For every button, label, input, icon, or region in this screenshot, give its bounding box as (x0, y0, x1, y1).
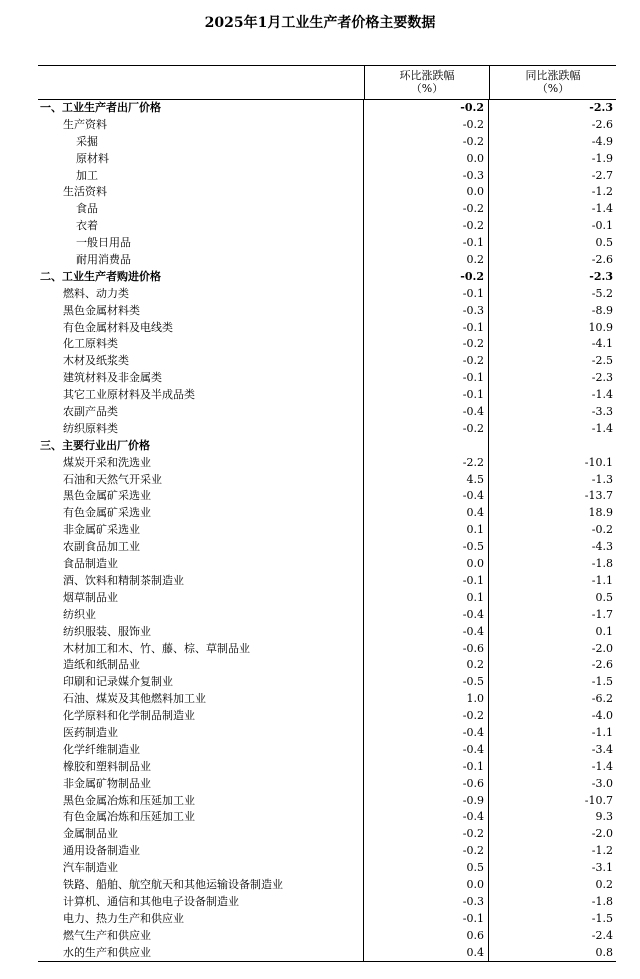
header-blank-cell (38, 66, 365, 99)
row-label: 计算机、通信和其他电子设备制造业 (38, 894, 364, 911)
row-label: 通用设备制造业 (38, 843, 364, 860)
table-row (38, 928, 616, 945)
table-row (38, 860, 616, 877)
row-label: 生活资料 (38, 184, 364, 201)
yoy-value: -2.3 (591, 371, 613, 385)
header-mom-label: 环比涨跌幅 (399, 69, 455, 82)
yoy-value: 0.1 (595, 624, 613, 638)
row-label: 化工原料类 (38, 336, 364, 353)
row-label: 生产资料 (38, 117, 364, 134)
yoy-value: -3.1 (591, 861, 613, 875)
table-row (38, 286, 616, 303)
mom-value: -0.2 (364, 336, 489, 353)
row-label: 加工 (38, 168, 364, 185)
mom-value: -0.1 (364, 370, 489, 387)
yoy-value: -2.4 (591, 928, 613, 942)
row-label: 金属制品业 (38, 826, 364, 843)
mom-value: -0.1 (364, 911, 489, 928)
row-label: 原材料 (38, 151, 364, 168)
table-body (38, 100, 616, 962)
mom-value: -0.2 (364, 269, 489, 286)
table-row (38, 691, 616, 708)
table-row (38, 387, 616, 404)
mom-value: 0.4 (364, 945, 489, 962)
yoy-value: -1.8 (591, 894, 613, 908)
table-row (38, 201, 616, 218)
section-row (38, 438, 616, 455)
yoy-value: -4.1 (591, 337, 613, 351)
mom-value: 0.2 (364, 657, 489, 674)
mom-value: -0.1 (364, 573, 489, 590)
yoy-value: -2.3 (589, 101, 613, 114)
row-label: 黑色金属冶炼和压延加工业 (38, 793, 364, 810)
table-row (38, 624, 616, 641)
mom-value: -0.2 (364, 421, 489, 438)
table-row (38, 708, 616, 725)
yoy-value: -2.7 (591, 168, 613, 182)
yoy-value: -1.4 (591, 388, 613, 402)
table-row (38, 877, 616, 894)
mom-value: 0.6 (364, 928, 489, 945)
yoy-value: -2.0 (591, 827, 613, 841)
yoy-value (489, 438, 616, 455)
yoy-value: 0.5 (595, 590, 613, 604)
row-label: 酒、饮料和精制茶制造业 (38, 573, 364, 590)
page-title: 2025年1月工业生产者价格主要数据 (204, 15, 436, 31)
yoy-value: -1.5 (591, 911, 613, 925)
mom-value (364, 438, 489, 455)
table-row (38, 353, 616, 370)
row-label: 食品 (38, 201, 364, 218)
table-row (38, 168, 616, 185)
table-row (38, 674, 616, 691)
row-label: 黑色金属矿采选业 (38, 488, 364, 505)
table-row (38, 590, 616, 607)
row-label: 建筑材料及非金属类 (38, 370, 364, 387)
mom-value: 1.0 (364, 691, 489, 708)
row-label: 煤炭开采和洗选业 (38, 455, 364, 472)
yoy-value: -10.7 (584, 793, 613, 807)
table-row (38, 235, 616, 252)
mom-value: -0.4 (364, 809, 489, 826)
row-label: 造纸和纸制品业 (38, 657, 364, 674)
yoy-value: -1.2 (591, 844, 613, 858)
table-row (38, 945, 616, 962)
mom-value: -0.9 (364, 793, 489, 810)
row-label: 纺织原料类 (38, 421, 364, 438)
yoy-value: -13.7 (584, 489, 613, 503)
row-label: 橡胶和塑料制品业 (38, 759, 364, 776)
row-label: 农副食品加工业 (38, 539, 364, 556)
mom-value: 0.0 (364, 184, 489, 201)
yoy-value: -1.9 (591, 151, 613, 165)
table-row (38, 134, 616, 151)
price-table (38, 65, 616, 962)
mom-value: -0.1 (364, 320, 489, 337)
mom-value: -0.2 (364, 100, 489, 117)
row-label: 化学原料和化学制品制造业 (38, 708, 364, 725)
mom-value: -0.6 (364, 776, 489, 793)
table-row (38, 336, 616, 353)
row-label: 黑色金属材料类 (38, 303, 364, 320)
header-yoy (490, 66, 616, 99)
table-row (38, 911, 616, 928)
yoy-value: -2.5 (591, 354, 613, 368)
table-row (38, 742, 616, 759)
mom-value: 0.1 (364, 590, 489, 607)
yoy-value: -1.7 (591, 607, 613, 621)
yoy-value: -0.2 (591, 523, 613, 537)
row-label: 其它工业原材料及半成品类 (38, 387, 364, 404)
yoy-value: -1.1 (591, 573, 613, 587)
mom-value: -0.1 (364, 235, 489, 252)
table-row (38, 776, 616, 793)
table-row (38, 725, 616, 742)
mom-value: -0.2 (364, 218, 489, 235)
yoy-value: -2.6 (591, 117, 613, 131)
row-label: 医药制造业 (38, 725, 364, 742)
mom-value: -0.5 (364, 539, 489, 556)
mom-value: 4.5 (364, 472, 489, 489)
yoy-value: -1.4 (591, 421, 613, 435)
section-row (38, 269, 616, 286)
mom-value: -0.5 (364, 674, 489, 691)
row-label: 一般日用品 (38, 235, 364, 252)
table-row (38, 556, 616, 573)
row-label: 衣着 (38, 218, 364, 235)
mom-value: 0.0 (364, 151, 489, 168)
yoy-value: -1.3 (591, 472, 613, 486)
table-row (38, 641, 616, 658)
row-label: 木材及纸浆类 (38, 353, 364, 370)
mom-value: -0.1 (364, 759, 489, 776)
row-label: 木材加工和木、竹、藤、棕、草制品业 (38, 641, 364, 658)
yoy-value: 0.8 (595, 945, 613, 959)
yoy-value: -4.0 (591, 709, 613, 723)
table-row (38, 320, 616, 337)
row-label: 有色金属冶炼和压延加工业 (38, 809, 364, 826)
table-row (38, 826, 616, 843)
header-yoy-unit: （%） (536, 82, 570, 95)
mom-value: -0.2 (364, 708, 489, 725)
section-row (38, 100, 616, 117)
row-label: 印刷和记录媒介复制业 (38, 674, 364, 691)
header-mom-unit: （%） (410, 82, 444, 95)
yoy-value: -10.1 (584, 455, 613, 469)
row-label: 三、主要行业出厂价格 (38, 438, 364, 455)
row-label: 有色金属材料及电线类 (38, 320, 364, 337)
row-label: 纺织服装、服饰业 (38, 624, 364, 641)
row-label: 水的生产和供应业 (38, 945, 364, 962)
yoy-value: -1.4 (591, 202, 613, 216)
table-row (38, 539, 616, 556)
table-row (38, 809, 616, 826)
mom-value: -0.2 (364, 826, 489, 843)
yoy-value: -2.6 (591, 658, 613, 672)
row-label: 纺织业 (38, 607, 364, 624)
row-label: 一、工业生产者出厂价格 (38, 100, 364, 117)
row-label: 燃气生产和供应业 (38, 928, 364, 945)
yoy-value: -1.5 (591, 675, 613, 689)
row-label: 采掘 (38, 134, 364, 151)
mom-value: -0.3 (364, 168, 489, 185)
table-row (38, 488, 616, 505)
mom-value: -0.2 (364, 117, 489, 134)
yoy-value: 9.3 (595, 810, 613, 824)
yoy-value: -5.2 (591, 286, 613, 300)
mom-value: 0.0 (364, 556, 489, 573)
row-label: 非金属矿物制品业 (38, 776, 364, 793)
table-row (38, 151, 616, 168)
mom-value: -0.4 (364, 404, 489, 421)
yoy-value: -3.3 (591, 405, 613, 419)
yoy-value: 10.9 (588, 320, 613, 334)
mom-value: -0.3 (364, 303, 489, 320)
yoy-value: -3.0 (591, 776, 613, 790)
table-row (38, 184, 616, 201)
table-header (38, 66, 616, 100)
table-row (38, 894, 616, 911)
row-label: 石油、煤炭及其他燃料加工业 (38, 691, 364, 708)
row-label: 铁路、船舶、航空航天和其他运输设备制造业 (38, 877, 364, 894)
mom-value: -0.2 (364, 353, 489, 370)
yoy-value: -1.2 (591, 185, 613, 199)
mom-value: -0.6 (364, 641, 489, 658)
yoy-value: -1.1 (591, 725, 613, 739)
yoy-value: -2.3 (589, 269, 613, 283)
table-row (38, 505, 616, 522)
table-row (38, 657, 616, 674)
row-label: 耐用消费品 (38, 252, 364, 269)
mom-value: -0.2 (364, 843, 489, 860)
header-mom (365, 66, 490, 99)
yoy-value: 0.2 (595, 877, 613, 891)
mom-value: -0.3 (364, 894, 489, 911)
mom-value: 0.1 (364, 522, 489, 539)
row-label: 石油和天然气开采业 (38, 472, 364, 489)
row-label: 电力、热力生产和供应业 (38, 911, 364, 928)
mom-value: 0.5 (364, 860, 489, 877)
table-row (38, 117, 616, 134)
table-row (38, 252, 616, 269)
mom-value: 0.4 (364, 505, 489, 522)
table-row (38, 607, 616, 624)
yoy-value: -3.4 (591, 742, 613, 756)
table-row (38, 421, 616, 438)
mom-value: -0.2 (364, 201, 489, 218)
mom-value: 0.0 (364, 877, 489, 894)
row-label: 农副产品类 (38, 404, 364, 421)
row-label: 有色金属矿采选业 (38, 505, 364, 522)
yoy-value: 0.5 (595, 236, 613, 250)
row-label: 食品制造业 (38, 556, 364, 573)
table-row (38, 759, 616, 776)
yoy-value: -1.4 (591, 759, 613, 773)
yoy-value: -6.2 (591, 692, 613, 706)
header-yoy-label: 同比涨跌幅 (525, 69, 581, 82)
yoy-value: -0.1 (591, 219, 613, 233)
yoy-value: -8.9 (591, 303, 613, 317)
mom-value: 0.2 (364, 252, 489, 269)
yoy-value: -2.6 (591, 253, 613, 267)
mom-value: -0.1 (364, 286, 489, 303)
row-label: 非金属矿采选业 (38, 522, 364, 539)
mom-value: -0.4 (364, 725, 489, 742)
row-label: 汽车制造业 (38, 860, 364, 877)
mom-value: -0.4 (364, 488, 489, 505)
yoy-value: -2.0 (591, 641, 613, 655)
mom-value: -0.4 (364, 624, 489, 641)
table-row (38, 843, 616, 860)
table-row (38, 303, 616, 320)
table-row (38, 573, 616, 590)
table-row (38, 455, 616, 472)
table-row (38, 370, 616, 387)
row-label: 二、工业生产者购进价格 (38, 269, 364, 286)
table-row (38, 793, 616, 810)
mom-value: -2.2 (364, 455, 489, 472)
mom-value: -0.4 (364, 607, 489, 624)
row-label: 化学纤维制造业 (38, 742, 364, 759)
yoy-value: -4.9 (591, 134, 613, 148)
row-label: 燃料、动力类 (38, 286, 364, 303)
yoy-value: -1.8 (591, 557, 613, 571)
mom-value: -0.1 (364, 387, 489, 404)
table-row (38, 472, 616, 489)
table-row (38, 522, 616, 539)
table-row (38, 218, 616, 235)
mom-value: -0.2 (364, 134, 489, 151)
yoy-value: -4.3 (591, 540, 613, 554)
row-label: 烟草制品业 (38, 590, 364, 607)
mom-value: -0.4 (364, 742, 489, 759)
yoy-value: 18.9 (588, 506, 613, 520)
table-row (38, 404, 616, 421)
